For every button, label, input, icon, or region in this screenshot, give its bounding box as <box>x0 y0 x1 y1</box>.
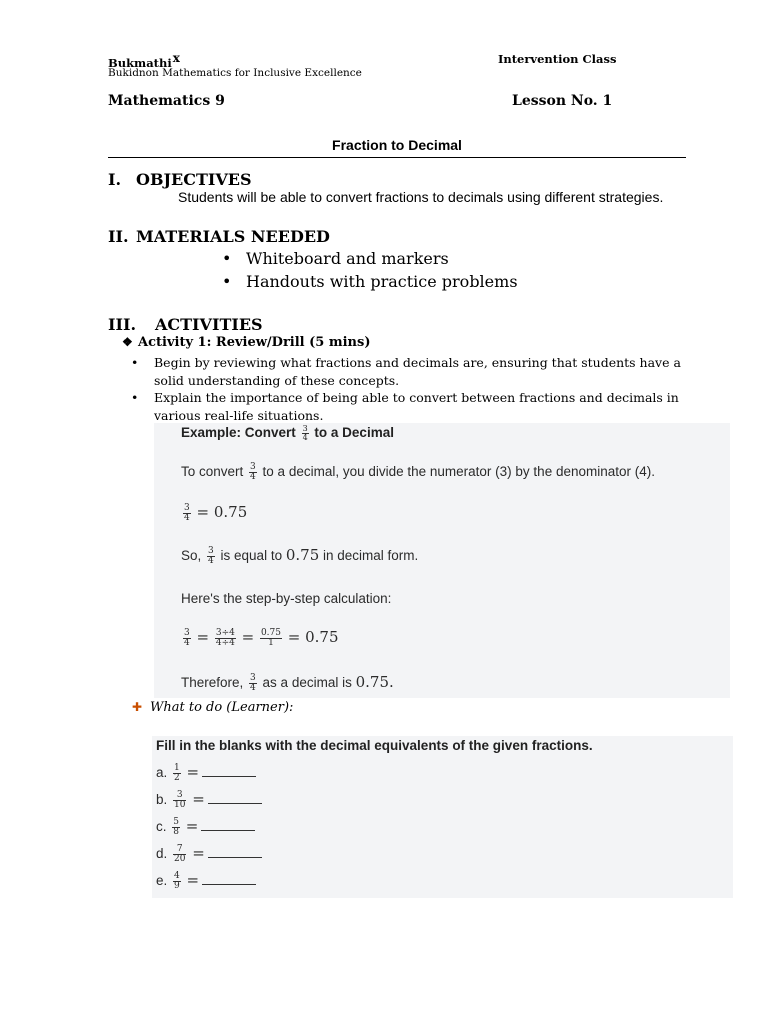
exercise-item: a. $\frac{1}{2}$ = <box>156 763 256 783</box>
example-conclusion: Therefore, $\frac{3}{4}$ as a decimal is 0.75. <box>181 672 394 693</box>
fraction: $\frac{3}{4}$ <box>250 462 256 482</box>
pin-icon: ✚ <box>132 700 143 714</box>
answer-blank[interactable] <box>201 829 255 831</box>
fraction: $\frac{3}{4}$ <box>208 545 214 566</box>
brand-name: Bukmathi$^x$ <box>108 51 180 70</box>
exercise-item: c. $\frac{5}{8}$ = <box>156 817 255 837</box>
answer-blank[interactable] <box>208 802 262 804</box>
activities-heading: III. ACTIVITIES <box>108 315 263 334</box>
exercise-item: b. $\frac{3}{10}$ = <box>156 790 262 810</box>
brand-mark: x <box>172 51 180 65</box>
diamond-bullet-icon: ❖ <box>122 335 133 349</box>
bullet-icon: • <box>131 390 139 405</box>
class-type: Intervention Class <box>498 52 617 66</box>
objectives-text: Students will be able to convert fractions to decimals using different strategies. <box>178 189 664 205</box>
lesson-number: Lesson No. 1 <box>512 93 613 109</box>
example-result: $\frac{3}{4}$ = 0.75 <box>184 502 248 523</box>
example-box <box>154 423 730 698</box>
fraction: $\frac{3}{4}$ <box>184 627 190 648</box>
example-line: Here's the step-by-step calculation: <box>181 591 392 606</box>
exercise-item: e. $\frac{4}{9}$ = <box>156 871 256 891</box>
fraction: $\frac{3}{4}$ <box>250 672 256 693</box>
activity1-bullets <box>131 354 691 424</box>
todo-label: ✚ What to do (Learner): <box>132 700 294 715</box>
exercise-title: Fill in the blanks with the decimal equivalents of the given fractions. <box>156 738 593 753</box>
fraction: $\frac{3}{4}$ <box>302 424 308 442</box>
answer-blank[interactable] <box>202 883 256 885</box>
fraction: $\frac{5}{8}$ <box>173 816 180 837</box>
example-steps: $\frac{3}{4}$ = $\frac{3\div 4}{4\div 4}$ = $\frac{0.75}{1}$ = 0.75 <box>184 627 339 648</box>
example-line: To convert $\frac{3}{4}$ to a decimal, you divide the numerator (3) by the denominator (4). <box>181 462 655 482</box>
objectives-heading: I. OBJECTIVES <box>108 170 252 189</box>
brand-subtitle: Bukidnon Mathematics for Inclusive Excellence <box>108 67 362 79</box>
exercise-box <box>152 736 733 898</box>
fraction: $\frac{0.75}{1}$ <box>260 627 281 648</box>
fraction: $\frac{3}{4}$ <box>184 502 190 523</box>
exercise-item: d. $\frac{7}{20}$ = <box>156 844 262 864</box>
list-item: • Begin by reviewing what fractions and decimals are, ensuring that students have a solid understanding of these concepts. <box>131 355 681 388</box>
fraction: $\frac{7}{20}$ <box>174 843 186 864</box>
bullet-icon: • <box>222 249 232 268</box>
materials-heading: II. MATERIALS NEEDED <box>108 227 330 246</box>
fraction: $\frac{3\div 4}{4\div 4}$ <box>215 627 235 648</box>
answer-blank[interactable] <box>202 775 256 777</box>
document-title: Fraction to Decimal <box>332 137 462 153</box>
fraction: $\frac{4}{9}$ <box>174 870 180 891</box>
activity1-title: ❖ Activity 1: Review/Drill (5 mins) <box>122 335 371 350</box>
fraction: $\frac{3}{10}$ <box>174 789 186 810</box>
example-line: So, $\frac{3}{4}$ is equal to 0.75 in decimal form. <box>181 545 419 566</box>
bullet-icon: • <box>131 355 139 370</box>
title-divider <box>108 157 686 158</box>
list-item: • Explain the importance of being able to convert between fractions and decimals in various real-life situations. <box>131 390 679 423</box>
subject: Mathematics 9 <box>108 93 225 109</box>
bullet-icon: • <box>222 272 232 291</box>
fraction: $\frac{1}{2}$ <box>174 762 180 783</box>
answer-blank[interactable] <box>208 856 262 858</box>
example-title: Example: Convert $\frac{3}{4}$ to a Decimal <box>181 424 394 442</box>
